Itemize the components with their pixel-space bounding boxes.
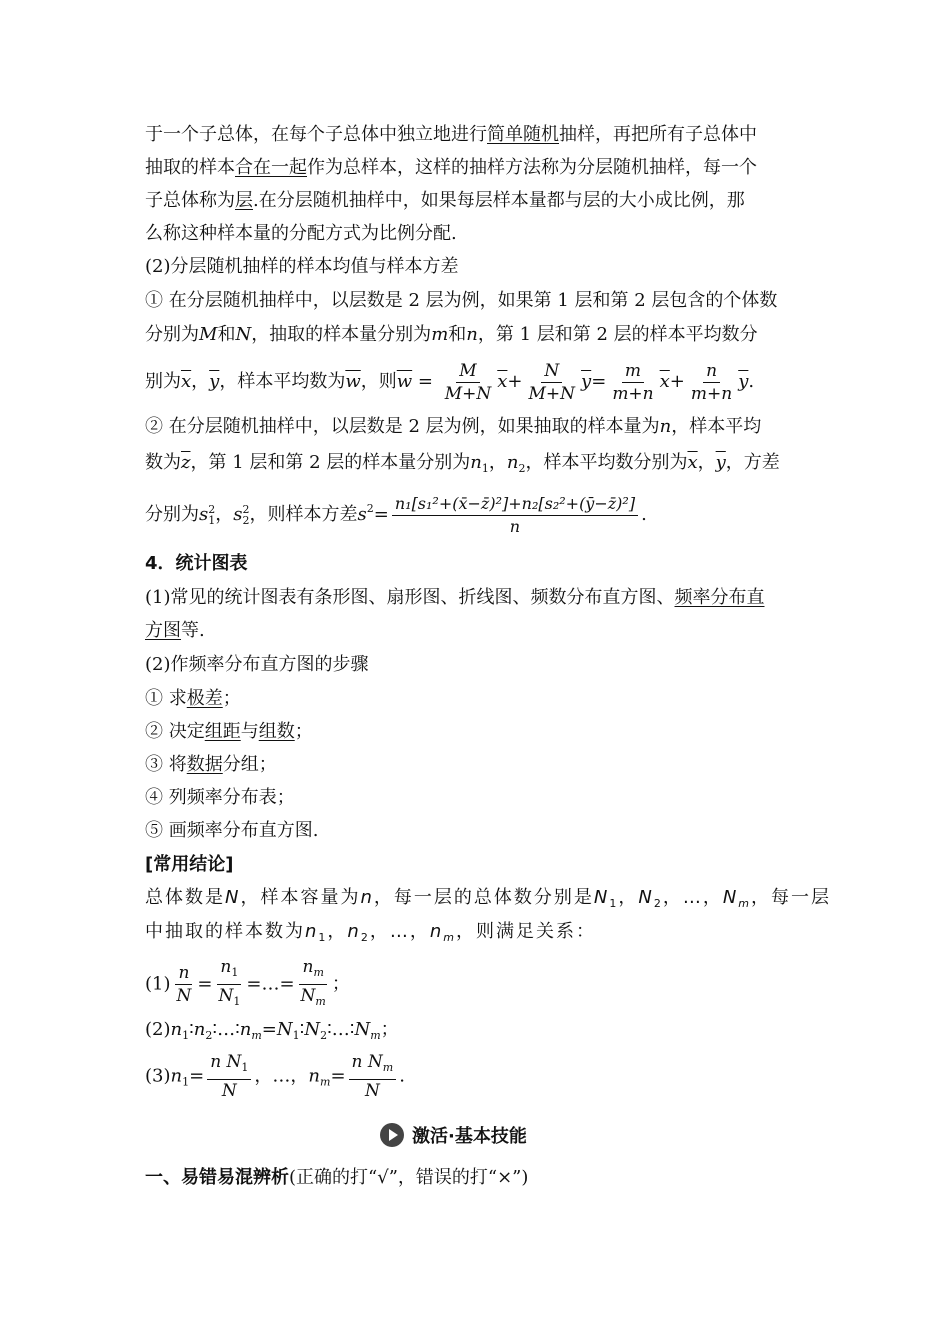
text: (正确的打“√”，错误的打“×”) [289, 1167, 529, 1188]
text: 和 [217, 324, 236, 345]
text: ， [327, 921, 348, 942]
fraction [207, 1051, 251, 1102]
text: 和 [448, 324, 467, 345]
math-var: N [354, 1019, 371, 1040]
numerator: n [175, 962, 192, 985]
subscript: 1 [233, 995, 241, 1008]
subscript: 2 [320, 1029, 328, 1042]
text-line [145, 122, 815, 148]
text: ④ 列频率分布表； [145, 787, 295, 808]
text: ， [618, 887, 639, 908]
text: ，第 1 层和第 2 层的样本平均数分 [477, 324, 758, 345]
text: .在分层随机抽样中，如果每层样本量都与层的大小成比例，那 [253, 190, 745, 211]
text: [常用结论] [145, 854, 234, 875]
section-banner [380, 1122, 527, 1148]
subscript: 2 [205, 1029, 213, 1042]
math-var: s [199, 504, 209, 525]
fraction [526, 360, 579, 405]
text-line [145, 322, 815, 348]
underlined-term: 方图 [145, 620, 181, 641]
math-var: M [199, 324, 218, 345]
text: ⑤ 画频率分布直方图. [145, 820, 319, 841]
text-line [145, 652, 815, 678]
step-item [145, 818, 815, 844]
math-var: n [470, 452, 482, 473]
formula-line [145, 484, 815, 534]
text: = [279, 973, 295, 995]
math-var: n [506, 452, 519, 473]
denominator: m+n [690, 383, 733, 404]
text: 与 [240, 721, 259, 742]
subscript: m [382, 1061, 394, 1074]
math-var: n [429, 921, 444, 942]
text: = [197, 973, 213, 995]
text: ，第 1 层和第 2 层的样本量分别为 [190, 452, 471, 473]
text: ， [697, 452, 716, 473]
math-var: $\overline{y}$ [209, 371, 220, 392]
conclusion-title [145, 852, 815, 878]
text-line [145, 919, 815, 951]
text: ∶ [349, 1019, 355, 1040]
text: … [217, 1019, 236, 1040]
text: ∶ [212, 1019, 218, 1040]
math-var: N [300, 986, 316, 1006]
denominator: N [364, 1081, 380, 1101]
subscript: m [315, 995, 326, 1008]
text: ③ 将 [145, 754, 187, 775]
math-var: n [193, 1019, 206, 1040]
text: . [641, 504, 647, 525]
text: ； [380, 1019, 399, 1040]
math-var: $\overline{y}$ [738, 371, 749, 392]
numerator [207, 1051, 251, 1080]
text-line [145, 414, 815, 440]
formula-line [145, 1017, 815, 1049]
denominator [215, 985, 243, 1013]
math-var: N [367, 1052, 383, 1072]
text: 分组； [222, 754, 277, 775]
numerator: m [622, 360, 644, 383]
text: ，样本容量为 [240, 887, 361, 908]
text-line [145, 188, 815, 214]
banner-label: 激活·基本技能 [412, 1126, 527, 1147]
superscript: 2 [366, 502, 374, 515]
math-var: n [347, 921, 361, 942]
text-line [145, 585, 815, 611]
formula-line [145, 358, 815, 406]
text: 中抽取的样本数为 [145, 921, 305, 942]
step-item [145, 752, 815, 778]
text: ，样本平均数分别为 [525, 452, 688, 473]
text: ， [191, 371, 210, 392]
exercise-title [145, 1165, 815, 1191]
text: ，抽取的样本量分别为 [251, 324, 432, 345]
math-var: n [220, 957, 232, 977]
underlined-term: 频率分布直 [674, 587, 765, 608]
text: (2)分层随机抽样的样本均值与样本方差 [145, 256, 459, 277]
underlined-term: 简单随机 [487, 124, 559, 145]
math-var: $\overline{x}$ [497, 371, 508, 392]
text: = [261, 1019, 277, 1040]
math-var: n [302, 957, 314, 977]
underlined-term: 合在一起 [235, 157, 307, 178]
math-var: N [593, 887, 610, 908]
superscript: 2 [208, 503, 216, 516]
denominator: N [176, 986, 192, 1006]
math-var: $\overline{x}$ [687, 452, 698, 473]
denominator [298, 985, 329, 1013]
underlined-term: 数据 [186, 754, 223, 775]
underlined-term: 极差 [186, 688, 223, 709]
math-var: $\overline{x}$ [181, 371, 192, 392]
numerator: M [456, 360, 479, 383]
text: ② 在分层随机抽样中，以层数是 2 层为例，如果抽取的样本量为 [145, 416, 660, 437]
text: ，…， [662, 887, 723, 908]
fraction [215, 956, 243, 1013]
math-var: N [226, 1052, 242, 1072]
text: ， [215, 504, 234, 525]
math-var: N [218, 986, 234, 1006]
formula-line [145, 956, 815, 1006]
text-line [145, 221, 815, 247]
text: (3) [145, 1065, 171, 1087]
text: + [507, 371, 523, 392]
text: … [261, 973, 280, 995]
text: (2) [145, 1019, 171, 1040]
numerator: N [541, 360, 562, 383]
subscript: 1 [241, 1061, 249, 1074]
text: = [591, 371, 607, 392]
math-var: n [210, 1052, 222, 1072]
text: (1)常见的统计图表有条形图、扇形图、折线图、频数分布直方图、 [145, 587, 675, 608]
subscript: m [320, 1075, 331, 1089]
math-var: n [466, 324, 478, 345]
subscript: m [738, 897, 752, 910]
math-var: $\overline{z}$ [181, 452, 191, 473]
text: ∶ [189, 1019, 194, 1040]
subscript: 1 [318, 931, 328, 944]
subscript: 2 [518, 462, 526, 475]
step-item [145, 719, 815, 745]
play-icon [380, 1123, 404, 1147]
text: ，方差 [725, 452, 780, 473]
math-var: n [351, 1052, 363, 1072]
math-var: $\overline{w}$ [345, 371, 361, 392]
text: ∶ [327, 1019, 332, 1040]
numerator [299, 956, 326, 985]
text: = [246, 973, 262, 995]
text: 数为 [145, 452, 181, 473]
superscript: 2 [242, 503, 250, 516]
text: (1) [145, 973, 171, 995]
denominator: m+n [612, 383, 654, 404]
math-var: N [276, 1019, 293, 1040]
text-line [145, 155, 815, 181]
subscript: 2 [360, 931, 370, 944]
numerator [217, 956, 241, 985]
text: ，则满足关系： [455, 921, 596, 942]
numerator: n₁[s₁²+(x̄−z̄)²]+n₂[s₂²+(ȳ−z̄)²] [392, 493, 638, 516]
math-var: $\overline{w}$ [396, 371, 413, 392]
text: = [373, 504, 389, 525]
math-var: n [360, 887, 374, 908]
text: . [399, 1065, 405, 1087]
text: … [331, 1019, 350, 1040]
text: 作为总样本，这样的抽样方法称为分层随机抽样，每一个 [307, 157, 757, 178]
text: (2)作频率分布直方图的步骤 [145, 654, 369, 675]
text: ② 决定 [145, 721, 205, 742]
subscript: m [370, 1029, 381, 1042]
text: ； [331, 973, 350, 995]
text: 分别为 [145, 324, 199, 345]
text: = [189, 1065, 205, 1087]
math-var: $\overline{y}$ [581, 371, 592, 392]
section-title [145, 551, 815, 577]
text: 等. [181, 620, 205, 641]
step-item [145, 686, 815, 712]
text: ，则 [360, 371, 397, 392]
denominator: n [509, 516, 521, 536]
text-line [145, 618, 815, 644]
sup-sub [243, 504, 250, 526]
math-var: n [659, 416, 672, 437]
text: 一、易错易混辨析 [145, 1167, 289, 1188]
subscript: m [313, 966, 324, 979]
subscript: 1 [292, 1029, 300, 1042]
text: ① 在分层随机抽样中，以层数是 2 层为例，如果第 1 层和第 2 层包含的个体数 [145, 290, 778, 311]
denominator: M+N [528, 383, 576, 404]
fraction [609, 360, 656, 405]
subscript: 1 [208, 514, 216, 527]
math-var: N [638, 887, 654, 908]
text: ∶ [235, 1019, 240, 1040]
text-line [145, 288, 815, 314]
text: ，每一层 [751, 887, 832, 908]
text: ，…， [369, 921, 430, 942]
text: ① 求 [145, 688, 187, 709]
math-var: n [308, 1065, 321, 1087]
subscript: 1 [182, 1075, 190, 1089]
fraction [298, 956, 329, 1013]
text-line [145, 885, 832, 917]
subscript: 2 [242, 514, 250, 527]
fraction [442, 360, 495, 405]
math-var: N [722, 887, 739, 908]
text: ； [222, 688, 241, 709]
text: ∶ [299, 1019, 305, 1040]
math-var: N [235, 324, 252, 345]
math-var: n [305, 921, 319, 942]
text: ，样本平均数为 [219, 371, 346, 392]
subscript: m [251, 1029, 262, 1042]
fraction [174, 962, 195, 1007]
text: 分别为 [145, 504, 199, 525]
underlined-term: 组距 [204, 721, 241, 742]
text: 子总体称为 [145, 190, 235, 211]
text: = [417, 371, 433, 392]
text: ，样本平均 [671, 416, 762, 437]
math-var: m [431, 324, 449, 345]
math-var: $\overline{y}$ [715, 452, 726, 473]
math-var: n [170, 1019, 183, 1040]
formula-line [145, 1051, 815, 1101]
underlined-term: 层 [235, 190, 253, 211]
variance-fraction [392, 493, 638, 538]
math-var: s [357, 504, 367, 525]
underlined-term: 组数 [258, 721, 295, 742]
math-var: $\overline{x}$ [659, 371, 670, 392]
subsection-title [145, 254, 815, 280]
math-var: s [233, 504, 243, 525]
step-item [145, 785, 815, 811]
text-line [145, 450, 815, 482]
subscript: 1 [182, 1029, 190, 1042]
subscript: 1 [481, 462, 489, 475]
text: ，…， [254, 1065, 309, 1087]
text: 总体数是 [145, 887, 225, 908]
fraction [349, 1051, 397, 1102]
math-var: n [239, 1019, 252, 1040]
text: ，每一层的总体数分别是 [373, 887, 594, 908]
text: 于一个子总体，在每个子总体中独立地进行 [145, 124, 487, 145]
text: 4．统计图表 [145, 553, 248, 574]
numerator: n [703, 360, 720, 383]
math-var: N [225, 887, 241, 908]
text: = [330, 1065, 346, 1087]
text: ； [294, 721, 313, 742]
text: . [748, 371, 755, 392]
text: + [669, 371, 685, 392]
text: ， [488, 452, 507, 473]
denominator: N [221, 1081, 237, 1101]
subscript: m [443, 931, 456, 944]
text: 抽样，再把所有子总体中 [559, 124, 757, 145]
subscript: 1 [609, 897, 619, 910]
text: 别为 [145, 371, 181, 392]
subscript: 2 [653, 897, 663, 910]
fraction [688, 360, 735, 405]
subscript: 1 [231, 966, 239, 979]
text: ，则样本方差 [249, 504, 358, 525]
math-var: n [170, 1065, 183, 1087]
math-var: N [304, 1019, 321, 1040]
text: 么称这种样本量的分配方式为比例分配. [145, 223, 457, 244]
denominator: M+N [444, 383, 492, 404]
text: 抽取的样本 [145, 157, 235, 178]
numerator [349, 1051, 397, 1080]
